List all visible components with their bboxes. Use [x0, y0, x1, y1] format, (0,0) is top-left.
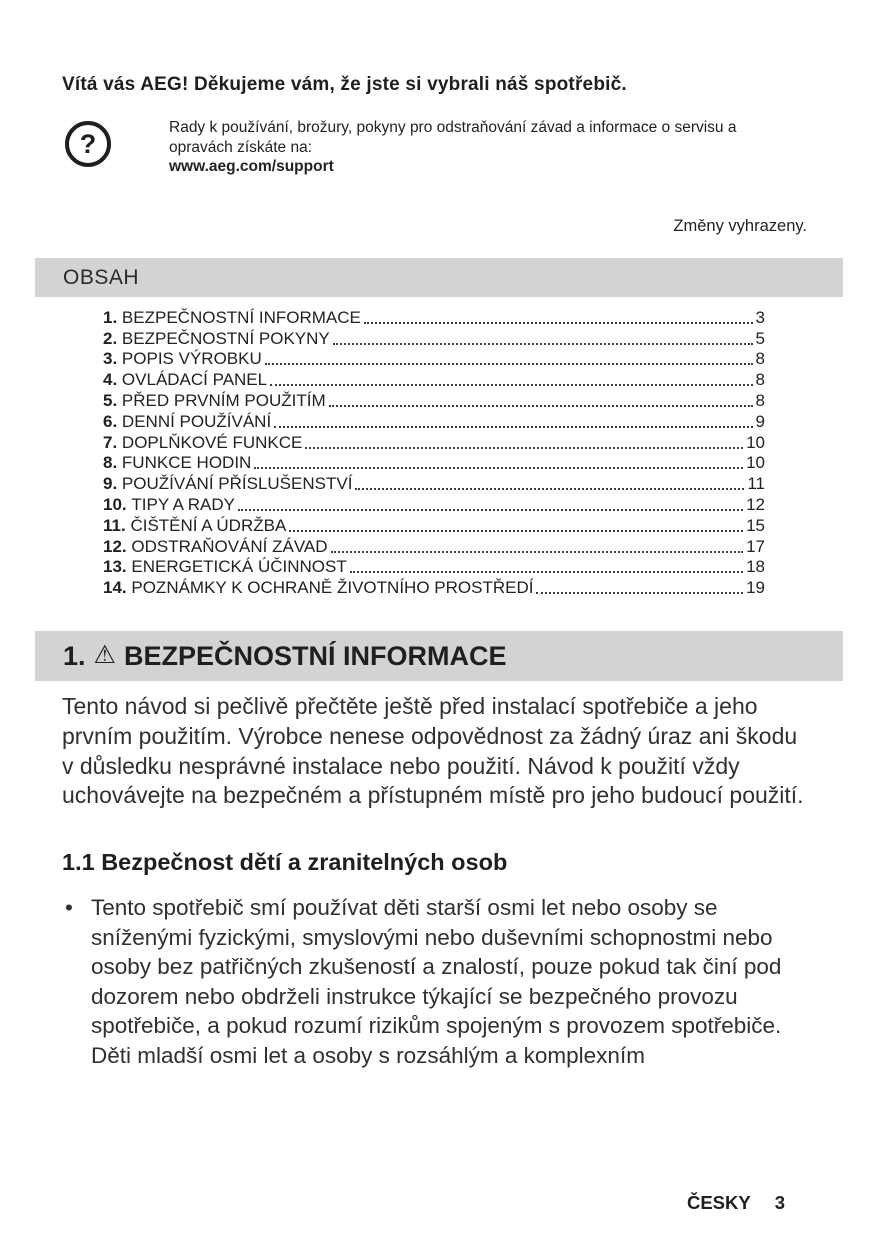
toc-entry-number: 4.	[103, 370, 118, 390]
toc-dotted-leader	[254, 467, 743, 469]
help-note	[65, 118, 797, 177]
question-mark-glyph: ?	[79, 128, 97, 159]
table-of-contents	[103, 307, 765, 598]
toc-entry-number: 10.	[103, 494, 127, 514]
toc-title: OBSAH	[63, 265, 140, 289]
toc-dotted-leader	[265, 363, 753, 365]
toc-entry-label: ENERGETICKÁ ÚČINNOST	[131, 557, 347, 577]
toc-entry	[103, 494, 765, 515]
toc-entry-page: 12	[746, 494, 765, 514]
toc-entry	[103, 390, 765, 411]
toc-entry	[103, 557, 765, 578]
toc-dotted-leader	[289, 530, 743, 532]
toc-entry-label: POPIS VÝROBKU	[121, 349, 262, 369]
toc-entry-label: BEZPEČNOSTNÍ INFORMACE	[121, 307, 361, 327]
toc-dotted-leader	[355, 488, 744, 490]
toc-entry-label: BEZPEČNOSTNÍ POKYNY	[121, 328, 330, 348]
toc-dotted-leader	[364, 322, 753, 324]
footer-page-number: 3	[774, 1192, 785, 1213]
toc-entry-label: TIPY A RADY	[131, 494, 235, 514]
section-1-title	[63, 641, 506, 672]
changes-reserved-note: Změny vyhrazeny.	[673, 217, 807, 235]
toc-header-bar	[35, 258, 843, 297]
bullet-marker: •	[65, 895, 73, 920]
subsection-1-1-title: 1.1 Bezpečnost dětí a zranitelných osob	[62, 849, 508, 875]
warning-triangle-icon: ⚠	[93, 641, 116, 669]
toc-entry	[103, 432, 765, 453]
toc-entry-number: 11.	[103, 515, 126, 535]
toc-entry-number: 5.	[103, 390, 118, 410]
toc-entry-label: FUNKCE HODIN	[121, 453, 252, 473]
toc-entry-label: DENNÍ POUŽÍVÁNÍ	[121, 411, 272, 431]
toc-entry-label: POZNÁMKY K OCHRANĚ ŽIVOTNÍHO PROSTŘEDÍ	[131, 578, 534, 598]
toc-entry-page: 19	[746, 578, 765, 598]
toc-entry-page: 10	[746, 432, 765, 452]
toc-entry-page: 9	[755, 411, 765, 431]
toc-dotted-leader	[274, 426, 752, 428]
toc-entry-page: 15	[746, 515, 765, 535]
toc-dotted-leader	[350, 571, 743, 573]
toc-entry	[103, 328, 765, 349]
toc-entry-number: 1.	[103, 307, 118, 327]
toc-entry-page: 11	[747, 474, 765, 494]
toc-entry	[103, 349, 765, 370]
toc-entry-number: 12.	[103, 536, 127, 556]
section-1-number: 1.	[63, 640, 86, 671]
toc-dotted-leader	[270, 384, 752, 386]
toc-entry	[103, 577, 765, 598]
toc-entry-label: POUŽÍVÁNÍ PŘÍSLUŠENSTVÍ	[121, 474, 353, 494]
toc-entry-page: 10	[746, 453, 765, 473]
toc-dotted-leader	[329, 405, 753, 407]
support-url: www.aeg.com/support	[169, 158, 334, 175]
toc-entry-number: 14.	[103, 578, 127, 598]
toc-entry	[103, 411, 765, 432]
section-1-title-text: BEZPEČNOSTNÍ INFORMACE	[123, 640, 507, 671]
subsection-1-1-bullet-list	[65, 893, 815, 1070]
toc-entry-number: 3.	[103, 349, 118, 369]
toc-entry-page: 8	[755, 370, 765, 390]
help-text-block	[169, 118, 797, 177]
toc-dotted-leader	[305, 447, 743, 449]
toc-entry-label: DOPLŇKOVÉ FUNKCE	[121, 432, 303, 452]
toc-entry-page: 18	[746, 557, 765, 577]
toc-entry-page: 8	[755, 349, 765, 369]
bullet-item	[65, 893, 815, 1070]
toc-entry-number: 6.	[103, 411, 118, 431]
toc-dotted-leader	[238, 509, 743, 511]
toc-dotted-leader	[536, 592, 743, 594]
help-text: Rady k používání, brožury, pokyny pro odstraňování závad a informace o servisu a opravách získáte na:	[169, 119, 737, 156]
toc-entry	[103, 515, 765, 536]
page-footer	[687, 1192, 785, 1214]
toc-entry-label: OVLÁDACÍ PANEL	[121, 370, 268, 390]
section-1-header-bar	[35, 631, 843, 681]
toc-entry	[103, 307, 765, 328]
toc-entry-page: 17	[746, 536, 765, 556]
toc-entry-number: 13.	[103, 557, 127, 577]
section-1-intro-paragraph: Tento návod si pečlivě přečtěte ještě před instalací spotřebiče a jeho prvním použitím. Výrobce nenese odpovědnost za žádný úraz ani škodu v důsledku nesprávné instalace nebo použití. Návod k použití vždy uchovávejte na bezpečném a přístupném místě pro jeho budoucí použití.	[62, 693, 804, 809]
toc-entry-number: 8.	[103, 453, 118, 473]
bullet-text: Tento spotřebič smí používat děti starší osmi let nebo osoby se sníženými fyzickými, smyslovými nebo duševními schopnostmi nebo osoby bez patřičných zkušeností a znalostí, pouze pokud tak činí pod dozorem nebo obdrželi instrukce týkající se bezpečného provozu spotřebiče, a pokud rozumí rizikům spojeným s provozem spotřebiče. Děti mladší osmi let a osoby s rozsáhlým a komplexním	[91, 895, 782, 1068]
toc-dotted-leader	[333, 343, 753, 345]
toc-entry-page: 8	[755, 390, 765, 410]
toc-entry-page: 3	[755, 307, 765, 327]
toc-dotted-leader	[331, 551, 744, 553]
toc-entry	[103, 369, 765, 390]
toc-entry-number: 9.	[103, 474, 118, 494]
toc-entry	[103, 473, 765, 494]
question-mark-circle-icon	[65, 121, 111, 167]
toc-entry	[103, 536, 765, 557]
toc-entry-number: 2.	[103, 328, 118, 348]
toc-entry-number: 7.	[103, 432, 118, 452]
welcome-heading: Vítá vás AEG! Děkujeme vám, že jste si vybrali náš spotřebič.	[62, 74, 627, 95]
toc-entry-page: 5	[755, 328, 765, 348]
toc-entry-label: PŘED PRVNÍM POUŽITÍM	[121, 390, 326, 410]
toc-entry-label: ODSTRAŇOVÁNÍ ZÁVAD	[131, 536, 328, 556]
toc-entry	[103, 453, 765, 474]
toc-entry-label: ČIŠTĚNÍ A ÚDRŽBA	[130, 515, 287, 535]
footer-language-label: ČESKY	[686, 1192, 751, 1213]
